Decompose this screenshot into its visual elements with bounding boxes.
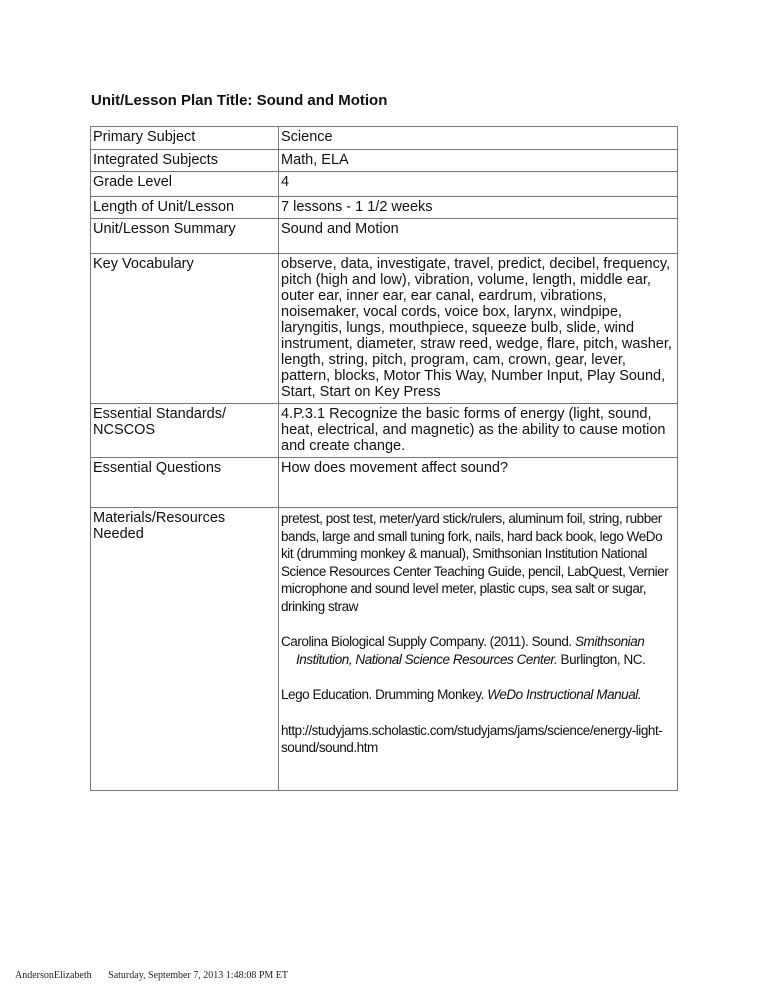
materials-list: pretest, post test, meter/yard stick/rulers, aluminum foil, string, rubber bands, large and small tuning fork, nails, hard back book, lego WeDo kit (drumming monkey & manual), Smithsonian Institution National Science Resources Center Teaching Guide, pencil, LabQuest, Vernier microphone and sound level meter, plastic cups, sea salt or sugar, drinking straw xyxy=(281,511,669,614)
row-label: Materials/Resources Needed xyxy=(91,508,279,791)
row-value: How does movement affect sound? xyxy=(279,458,678,508)
table-row xyxy=(91,150,678,172)
table-row xyxy=(91,458,678,508)
footer-timestamp: Saturday, September 7, 2013 1:48:08 PM ET xyxy=(108,970,289,981)
materials-cell xyxy=(279,508,678,791)
row-label: Grade Level xyxy=(91,172,279,197)
table-row xyxy=(91,508,678,791)
row-label: Length of Unit/Lesson xyxy=(91,197,279,219)
row-value: 7 lessons - 1 1/2 weeks xyxy=(279,197,678,219)
row-label: Primary Subject xyxy=(91,127,279,150)
page-title: Unit/Lesson Plan Title: Sound and Motion xyxy=(91,92,388,109)
row-value: 4 xyxy=(279,172,678,197)
table-row xyxy=(91,127,678,150)
row-label: Integrated Subjects xyxy=(91,150,279,172)
row-value: 4.P.3.1 Recognize the basic forms of energy (light, sound, heat, electrical, and magnetic) as the ability to cause motion and create change. xyxy=(279,404,678,458)
reference-lego: Lego Education. Drumming Monkey. WeDo Instructional Manual. xyxy=(281,687,642,702)
lesson-plan-table xyxy=(90,126,678,791)
row-label: Key Vocabulary xyxy=(91,254,279,404)
row-label: Essential Standards/ NCSCOS xyxy=(91,404,279,458)
table-row xyxy=(91,197,678,219)
row-value: Sound and Motion xyxy=(279,219,678,254)
table-row xyxy=(91,172,678,197)
row-label: Essential Questions xyxy=(91,458,279,508)
row-value: Science xyxy=(279,127,678,150)
table-row xyxy=(91,404,678,458)
reference-carolina: Carolina Biological Supply Company. (2011). Sound. Smithsonian Institution, National Science Resources Center. Burlington, NC. xyxy=(281,634,646,667)
row-label: Unit/Lesson Summary xyxy=(91,219,279,254)
table-row xyxy=(91,219,678,254)
table-row xyxy=(91,254,678,404)
row-value: observe, data, investigate, travel, predict, decibel, frequency, pitch (high and low), vibration, volume, length, middle ear, outer ear, inner ear, ear canal, eardrum, vibrations, noisemaker, vocal cords, voice box, larynx, windpipe, laryngitis, lungs, mouthpiece, squeeze bulb, slide, wind instrument, diameter, straw reed, wedge, flare, pitch, washer, length, string, pitch, program, cam, crown, gear, lever, pattern, blocks, Motor This Way, Number Input, Play Sound, Start, Start on Key Press xyxy=(279,254,678,404)
row-value: Math, ELA xyxy=(279,150,678,172)
footer-author: AndersonElizabeth xyxy=(15,970,92,981)
reference-studyjams-link: http://studyjams.scholastic.com/studyjams/jams/science/energy-light-sound/sound.htm xyxy=(281,722,663,755)
footer xyxy=(15,970,302,981)
